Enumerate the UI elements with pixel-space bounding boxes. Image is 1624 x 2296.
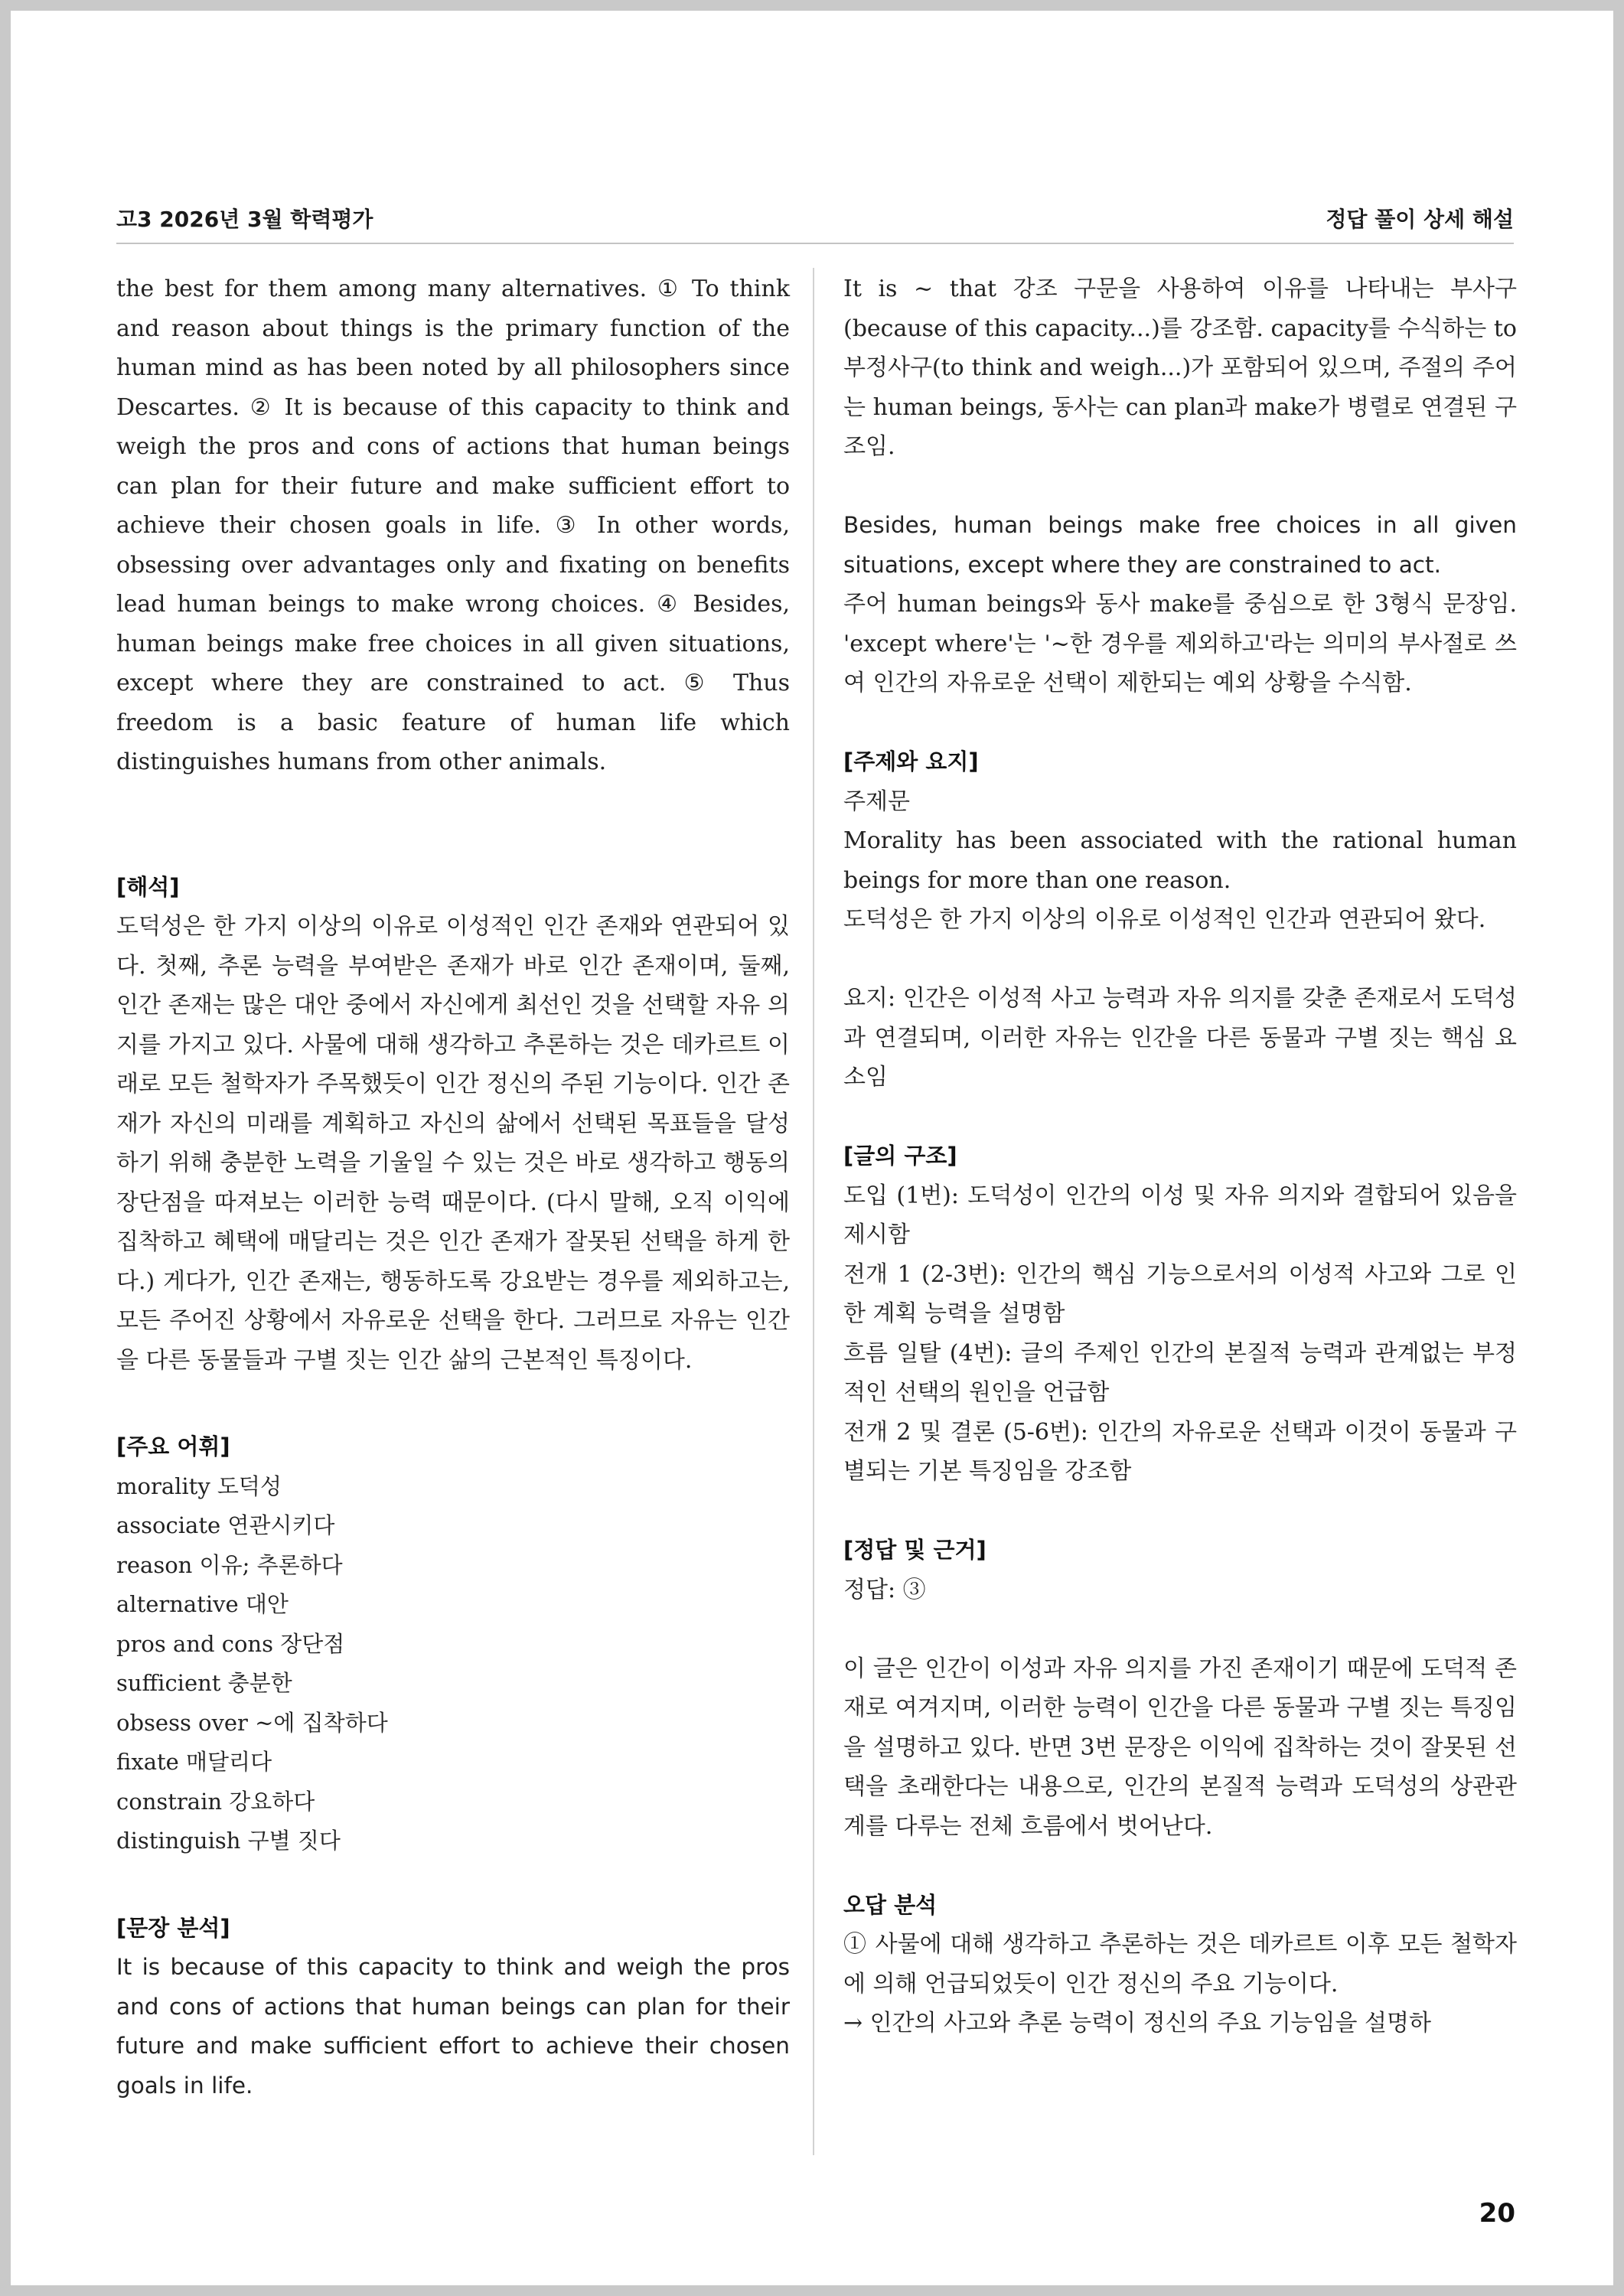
vocab-item: distinguish 구별 짓다 <box>116 1828 341 1854</box>
column-divider <box>813 268 814 2155</box>
analyzed-sentence-2: Besides, human beings make free choices in all given situations, except where they are constrained to act. <box>843 512 1517 578</box>
structure-item: 전개 1 (2-3번): 인간의 핵심 기능으로서의 이성적 사고와 그로 인한 계획 능력을 설명함 <box>843 1261 1517 1327</box>
translation-heading: [해석] <box>116 873 180 900</box>
vocab-item: constrain 강요하다 <box>116 1788 315 1815</box>
vocab-item: associate 연관시키다 <box>116 1512 335 1538</box>
vocab-item: morality 도덕성 <box>116 1473 282 1499</box>
exam-title: 고3 2026년 3월 학력평가 <box>116 207 373 232</box>
analyzed-sentence: It is because of this capacity to think and weigh the pros and cons of actions that human beings can plan for their future and make sufficient effort to achieve their chosen goals in life. <box>116 1954 790 2099</box>
vocab-item: obsess over ~에 집착하다 <box>116 1709 388 1736</box>
page-header <box>116 200 1514 244</box>
right-column <box>843 269 1517 2043</box>
structure-item: 흐름 일탈 (4번): 글의 주제인 인간의 본질적 능력과 관계없는 부정적인 선택의 원인을 언급함 <box>843 1339 1517 1406</box>
sentence-analysis-1: It is ~ that 강조 구문을 사용하여 이유를 나타내는 부사구(because of this capacity...)를 강조함. capacity를 수식하는 to부정사구(to think and weigh...)가 포함되어 있으며, 주절의 주어는 human beings, 동사는 can plan과 make가 병렬로 연결된 구조임. <box>843 276 1517 460</box>
topic-sentence-en: Morality has been associated with the rational human beings for more than one reason. <box>843 827 1517 894</box>
gist-text: 요지: 인간은 이성적 사고 능력과 자유 의지를 갖춘 존재로서 도덕성과 연결되며, 이러한 자유는 인간을 다른 동물과 구별 짓는 핵심 요소임 <box>843 985 1517 1091</box>
topic-heading: [주제와 요지] <box>843 748 979 775</box>
passage-text: the best for them among many alternatives. ① To think and reason about things is the primary function of the human mind as has been noted by all philosophers since Descartes. ② It is because of this capacity to think and weigh the pros and cons of actions that human beings can plan for their future and make sufficient effort to achieve their chosen goals in life. ③ In other words, obsessing over advantages only and fixating on benefits lead human beings to make wrong choices. ④ Besides, human beings make free choices in all given situations, except where they are constrained to act. ⑤ Thus freedom is a basic feature of human life which distinguishes humans from other animals. <box>116 276 790 775</box>
sentence-analysis-heading: [문장 분석] <box>116 1914 230 1941</box>
translation-text: 도덕성은 한 가지 이상의 이유로 이성적인 인간 존재와 연관되어 있다. 첫째, 추론 능력을 부여받은 존재가 바로 인간 존재이며, 둘째, 인간 존재는 많은 대안 중에서 자신에게 최선인 것을 선택할 자유 의지를 가지고 있다. 사물에 대해 생각하고 추론하는 것은 데카르트 이래로 모든 철학자가 주목했듯이 인간 정신의 주된 기능이다. 인간 존재가 자신의 미래를 계획하고 자신의 삶에서 선택된 목표들을 달성하기 위해 충분한 노력을 기울일 수 있는 것은 바로 생각하고 행동의 장단점을 따져보는 이러한 능력 때문이다. (다시 말해, 오직 이익에 집착하고 혜택에 매달리는 것은 인간 존재가 잘못된 선택을 하게 한다.) 게다가, 인간 존재는, 행동하도록 강요받는 경우를 제외하고는, 모든 주어진 상황에서 자유로운 선택을 한다. 그러므로 자유는 인간을 다른 동물들과 구별 짓는 인간 삶의 근본적인 특징이다. <box>116 913 790 1374</box>
left-column <box>116 269 790 2105</box>
section-title: 정답 풀이 상세 해설 <box>1326 207 1514 232</box>
topic-sentence-ko: 도덕성은 한 가지 이상의 이유로 이성적인 인간과 연관되어 왔다. <box>843 906 1486 933</box>
vocab-item: pros and cons 장단점 <box>116 1630 345 1657</box>
vocab-item: fixate 매달리다 <box>116 1749 272 1775</box>
sentence-analysis-2: 주어 human beings와 동사 make를 중심으로 한 3형식 문장임. 'except where'는 '~한 경우를 제외하고'라는 의미의 부사절로 쓰여 인간의 자유로운 선택이 제한되는 예외 상황을 수식함. <box>843 591 1517 696</box>
vocab-item: sufficient 충분한 <box>116 1670 292 1696</box>
structure-heading: [글의 구조] <box>843 1143 957 1169</box>
document-page <box>11 11 1613 2285</box>
structure-item: 전개 2 및 결론 (5-6번): 인간의 자유로운 선택과 이것이 동물과 구별되는 기본 특징임을 강조함 <box>843 1418 1517 1485</box>
wrong-answer-heading: 오답 분석 <box>843 1891 938 1918</box>
answer-heading: [정답 및 근거] <box>843 1537 986 1563</box>
vocab-item: reason 이유; 추론하다 <box>116 1551 343 1578</box>
wrong-answer-1: ① 사물에 대해 생각하고 추론하는 것은 데카르트 이후 모든 철학자에 의해 언급되었듯이 인간 정신의 주요 기능이다. <box>843 1931 1517 1998</box>
structure-item: 도입 (1번): 도덕성이 인간의 이성 및 자유 의지와 결합되어 있음을 제시함 <box>843 1182 1517 1248</box>
vocab-list <box>116 1467 790 1861</box>
answer-explanation: 이 글은 인간이 이성과 자유 의지를 가진 존재이기 때문에 도덕적 존재로 여겨지며, 이러한 능력이 인간을 다른 동물과 구별 짓는 특징임을 설명하고 있다. 반면 3번 문장은 이익에 집착하는 것이 잘못된 선택을 초래한다는 내용으로, 인간의 본질적 능력과 도덕성의 상관관계를 다루는 전체 흐름에서 벗어난다. <box>843 1655 1517 1840</box>
topic-label: 주제문 <box>843 788 910 815</box>
page-number: 20 <box>1479 2198 1515 2229</box>
vocab-item: alternative 대안 <box>116 1591 289 1617</box>
structure-list <box>843 1176 1517 1492</box>
answer-text: 정답: ③ <box>843 1576 926 1603</box>
vocab-heading: [주요 어휘] <box>116 1433 230 1459</box>
wrong-answer-1-note: → 인간의 사고와 추론 능력이 정신의 주요 기능임을 설명하 <box>843 2010 1431 2037</box>
